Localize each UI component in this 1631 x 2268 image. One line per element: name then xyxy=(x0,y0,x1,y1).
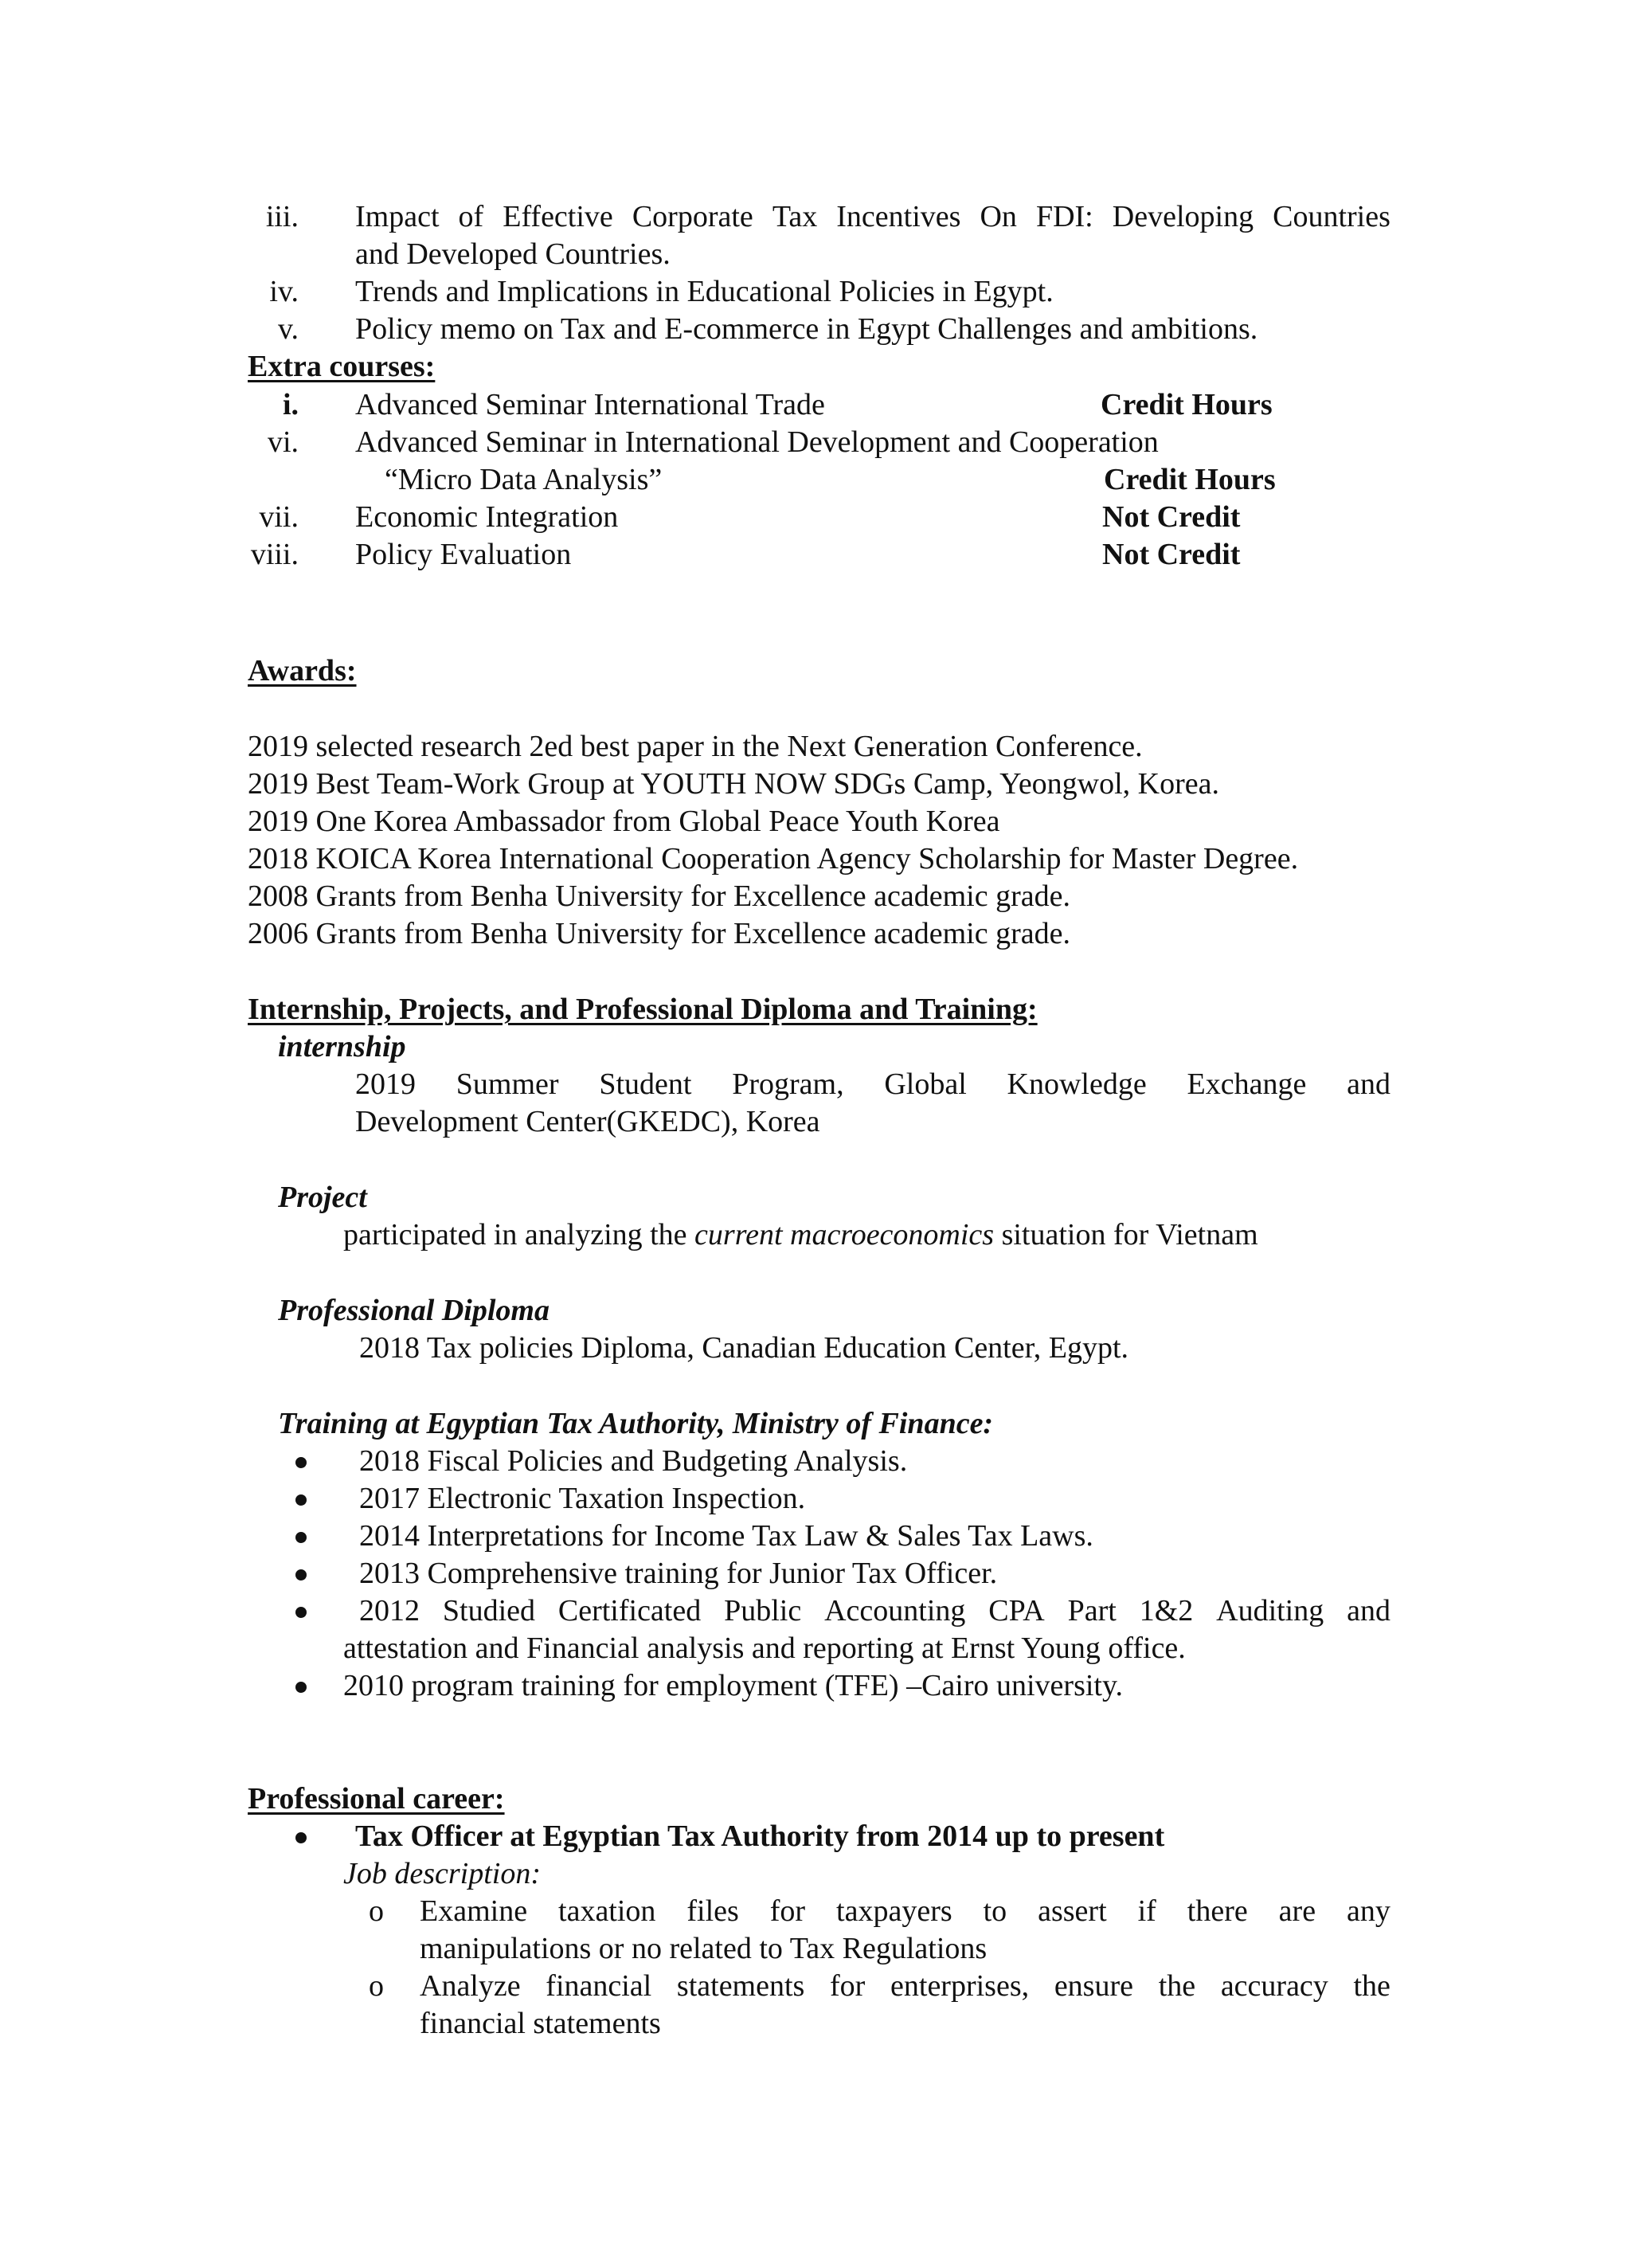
word: On xyxy=(980,200,1017,233)
award-item: 2019 selected research 2ed best paper in the Next Generation Conference. xyxy=(248,730,1143,763)
internship-label: internship xyxy=(278,1030,406,1063)
word: of xyxy=(458,200,484,233)
bullet-icon xyxy=(295,1532,307,1543)
word: Effective xyxy=(503,200,613,233)
course-credit: Not Credit xyxy=(1102,538,1241,571)
word: 2012 xyxy=(359,1594,420,1628)
word: Certificated xyxy=(557,1594,702,1628)
word: Countries xyxy=(1273,200,1390,233)
list-number: iii. xyxy=(265,200,299,233)
bullet-icon xyxy=(295,1832,307,1843)
training-item: 2013 Comprehensive training for Junior Tax Officer. xyxy=(359,1557,998,1590)
word: assert xyxy=(1038,1894,1107,1928)
course-credit: Credit Hours xyxy=(1104,463,1276,496)
word: Incentives xyxy=(836,200,961,233)
word: 2019 xyxy=(355,1067,416,1101)
internship-line2: Development Center(GKEDC), Korea xyxy=(355,1105,820,1138)
word: CPA xyxy=(988,1594,1045,1628)
job-item1-line2: manipulations or no related to Tax Regulations xyxy=(420,1932,988,1965)
word: Analyze xyxy=(420,1969,521,2003)
word: and xyxy=(1347,1594,1390,1628)
word: FDI: xyxy=(1035,200,1093,233)
course-name: Advanced Seminar in International Development and Cooperation xyxy=(355,425,1159,459)
course-name: Advanced Seminar International Trade xyxy=(355,388,825,421)
word: the xyxy=(1158,1969,1196,2003)
job-item2-line1 xyxy=(420,1971,1390,2001)
word: Summer xyxy=(456,1067,559,1101)
word: are xyxy=(1278,1894,1316,1928)
word: accuracy xyxy=(1220,1969,1328,2003)
award-item: 2019 One Korea Ambassador from Global Peace Youth Korea xyxy=(248,805,1000,838)
word: taxpayers xyxy=(836,1894,952,1928)
awards-heading: Awards: xyxy=(248,654,357,687)
job-description-label: Job description: xyxy=(343,1857,542,1890)
project-text: participated in analyzing the current macroeconomics situation for Vietnam xyxy=(343,1218,1258,1252)
diploma-text: 2018 Tax policies Diploma, Canadian Education Center, Egypt. xyxy=(359,1331,1129,1365)
word: to xyxy=(983,1894,1007,1928)
job-item1-line1 xyxy=(420,1896,1390,1926)
training-item: 2014 Interpretations for Income Tax Law & Sales Tax Laws. xyxy=(359,1519,1093,1553)
word: Program, xyxy=(732,1067,844,1101)
sub-bullet-icon: o xyxy=(369,1894,384,1928)
training-item5-line2: attestation and Financial analysis and reporting at Ernst Young office. xyxy=(343,1631,1186,1665)
bullet-icon xyxy=(295,1494,307,1506)
training-label: Training at Egyptian Tax Authority, Ministry of Finance: xyxy=(278,1407,994,1440)
word: ensure xyxy=(1054,1969,1133,2003)
word: the xyxy=(1353,1969,1390,2003)
extra-courses-heading: Extra courses: xyxy=(248,350,436,383)
word: Exchange xyxy=(1187,1067,1307,1101)
word: financial xyxy=(546,1969,652,2003)
word: Part xyxy=(1067,1594,1117,1628)
career-heading: Professional career: xyxy=(248,1782,505,1816)
word: files xyxy=(686,1894,739,1928)
diploma-label: Professional Diploma xyxy=(278,1294,550,1327)
word: Accounting xyxy=(824,1594,966,1628)
sub-bullet-icon: o xyxy=(369,1969,384,2003)
topic-iv: Trends and Implications in Educational Policies in Egypt. xyxy=(355,275,1054,308)
list-number: v. xyxy=(277,312,299,346)
course-name: Policy Evaluation xyxy=(355,538,572,571)
internship-section-heading: Internship, Projects, and Professional Diploma and Training: xyxy=(248,993,1038,1026)
training-item: 2018 Fiscal Policies and Budgeting Analysis. xyxy=(359,1444,908,1478)
training-item5-line1 xyxy=(359,1596,1390,1626)
bullet-icon xyxy=(295,1682,307,1693)
course-credit: Not Credit xyxy=(1102,500,1241,534)
bullet-icon xyxy=(295,1607,307,1618)
word: 1&2 xyxy=(1139,1594,1194,1628)
word: Corporate xyxy=(632,200,753,233)
award-item: 2019 Best Team-Work Group at YOUTH NOW SDGs Camp, Yeongwol, Korea. xyxy=(248,767,1220,801)
word: if xyxy=(1137,1894,1156,1928)
award-item: 2008 Grants from Benha University for Excellence academic grade. xyxy=(248,879,1070,913)
word: Global xyxy=(884,1067,967,1101)
award-item: 2018 KOICA Korea International Cooperation Agency Scholarship for Master Degree. xyxy=(248,842,1299,875)
word: enterprises, xyxy=(890,1969,1030,2003)
word: for xyxy=(769,1894,806,1928)
word: Studied xyxy=(442,1594,535,1628)
training-item: 2010 program training for employment (TFE) –Cairo university. xyxy=(343,1669,1124,1702)
word: for xyxy=(830,1969,866,2003)
project-label: Project xyxy=(278,1181,367,1214)
list-number: i. xyxy=(282,388,299,421)
word: any xyxy=(1347,1894,1390,1928)
word: taxation xyxy=(558,1894,656,1928)
list-number: vii. xyxy=(259,500,299,534)
internship-line1 xyxy=(355,1069,1390,1099)
word: Auditing xyxy=(1216,1594,1324,1628)
word: Student xyxy=(599,1067,692,1101)
word: statements xyxy=(676,1969,805,2003)
job-item2-line2: financial statements xyxy=(420,2007,661,2040)
list-number: iv. xyxy=(269,275,299,308)
list-number: vi. xyxy=(267,425,299,459)
word: Examine xyxy=(420,1894,528,1928)
word: and xyxy=(1347,1067,1390,1101)
list-number: viii. xyxy=(250,538,299,571)
bullet-icon xyxy=(295,1569,307,1581)
bullet-icon xyxy=(295,1457,307,1468)
word: Tax xyxy=(772,200,818,233)
topic-iii-line1 xyxy=(355,202,1390,232)
word: there xyxy=(1187,1894,1248,1928)
topic-v: Policy memo on Tax and E-commerce in Egypt Challenges and ambitions. xyxy=(355,312,1258,346)
word: Knowledge xyxy=(1007,1067,1147,1101)
word: Developing xyxy=(1112,200,1254,233)
course-name: Economic Integration xyxy=(355,500,619,534)
word: Impact xyxy=(355,200,440,233)
training-item: 2017 Electronic Taxation Inspection. xyxy=(359,1482,806,1515)
course-credit: Credit Hours xyxy=(1101,388,1273,421)
topic-iii-line2: and Developed Countries. xyxy=(355,237,671,271)
award-item: 2006 Grants from Benha University for Excellence academic grade. xyxy=(248,917,1070,950)
course-subtitle: “Micro Data Analysis” xyxy=(385,463,663,496)
word: Public xyxy=(724,1594,802,1628)
career-position: Tax Officer at Egyptian Tax Authority from 2014 up to present xyxy=(355,1819,1165,1853)
